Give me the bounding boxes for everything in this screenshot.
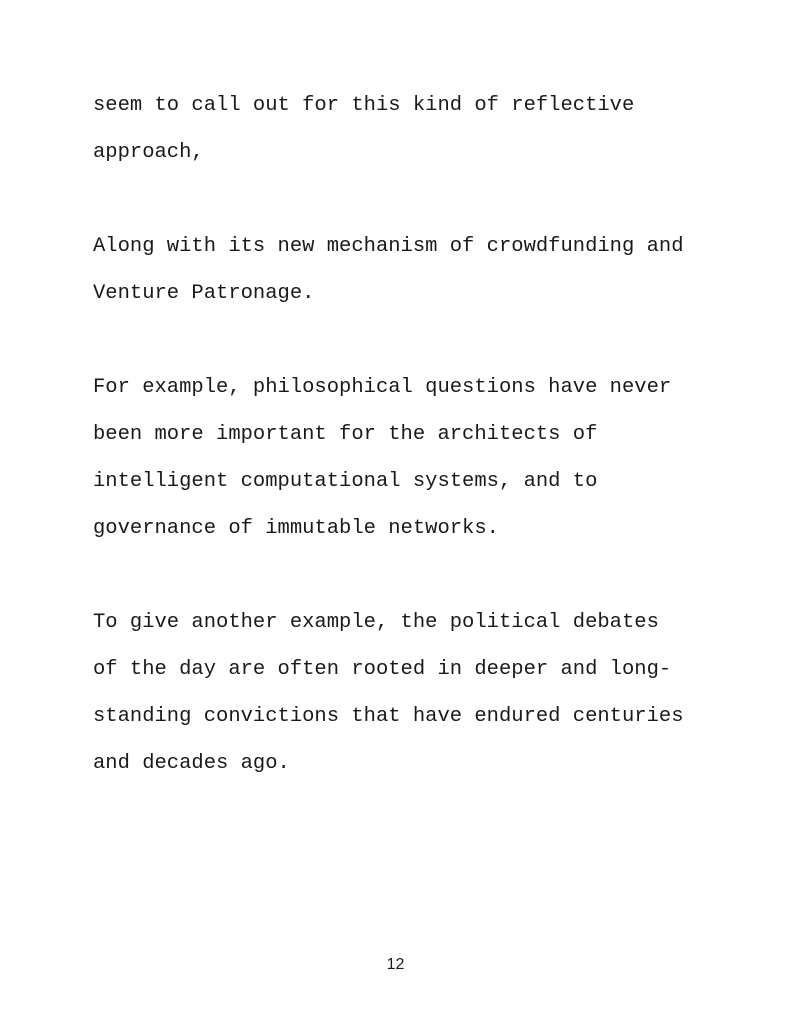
text-line: and decades ago. [93, 752, 290, 775]
text-line: standing convictions that have endured centuries [93, 705, 684, 728]
paragraph-3 [93, 364, 713, 552]
text-line: To give another example, the political debates [93, 611, 659, 634]
paragraph-4 [93, 599, 713, 787]
text-line: been more important for the architects of [93, 423, 598, 446]
page-body-text [93, 82, 713, 787]
text-line: governance of immutable networks. [93, 517, 499, 540]
text-line: Venture Patronage. [93, 282, 315, 305]
paragraph-1 [93, 82, 713, 176]
text-line: of the day are often rooted in deeper and long- [93, 658, 672, 681]
paragraph-2 [93, 223, 713, 317]
text-line: approach, [93, 141, 204, 164]
text-line: intelligent computational systems, and to [93, 470, 598, 493]
text-line: Along with its new mechanism of crowdfunding and [93, 235, 684, 258]
page-number: 12 [386, 956, 405, 973]
text-line: For example, philosophical questions have never [93, 376, 672, 399]
text-line: seem to call out for this kind of reflective [93, 94, 635, 117]
